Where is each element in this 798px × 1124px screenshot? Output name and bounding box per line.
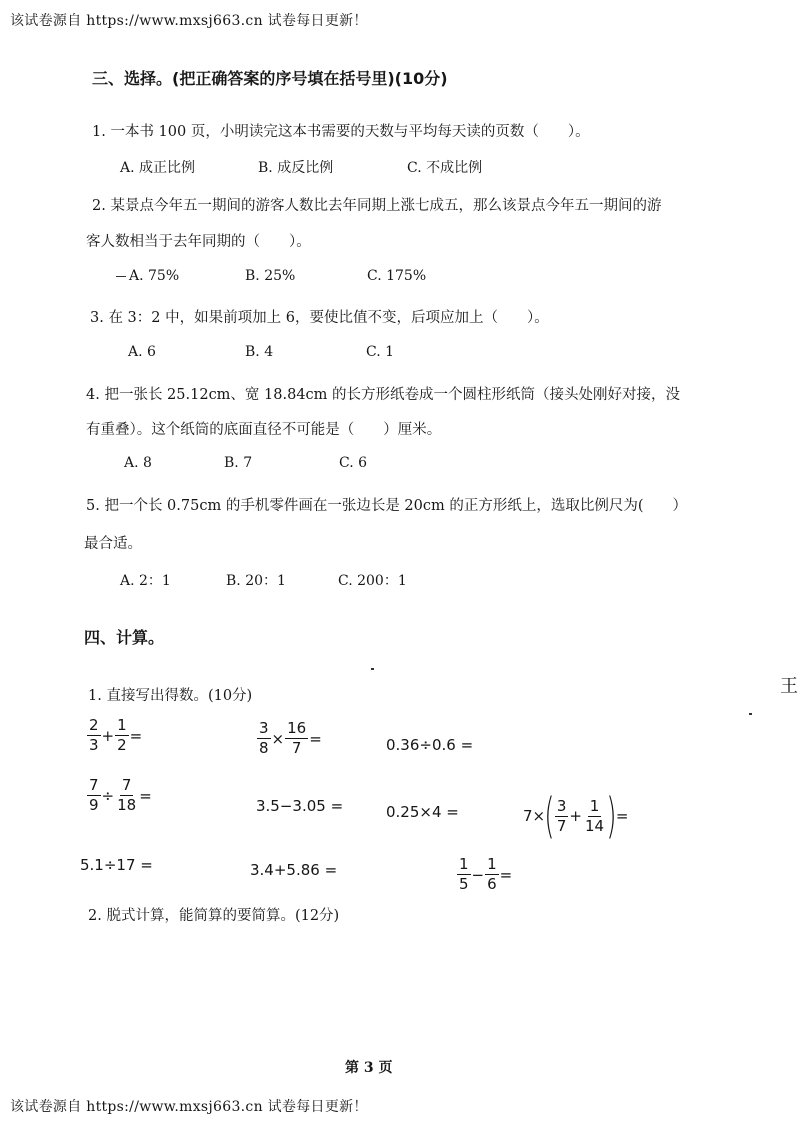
- question-4-line-1: 4. 把一张长 25.12cm、宽 18.84cm 的长方形纸卷成一个圆柱形纸筒（接头处刚好对接，没: [86, 387, 681, 403]
- q4-option-c: C. 6: [339, 455, 368, 471]
- q5-option-c: C. 200：1: [338, 573, 407, 589]
- problem-3-8-times-16-7: $\frac{3}{8}$ × $\frac{16}{7}$ =: [259, 719, 322, 757]
- question-2-line-2: 客人数相当于去年同期的（ ）。: [86, 234, 311, 250]
- problem-3-5-minus-3-05: 3.5−3.05 =: [256, 797, 344, 815]
- q2-option-b: B. 25%: [245, 268, 296, 284]
- q1-option-a: A. 成正比例: [120, 160, 196, 176]
- problem-3-4-plus-5-86: 3.4+5.86 =: [250, 861, 338, 879]
- scan-speck: [749, 713, 752, 715]
- question-5-line-2: 最合适。: [84, 536, 142, 552]
- problem-5-1-div-17: 5.1÷17 =: [80, 856, 153, 874]
- section-4-q1-title: 1. 直接写出得数。(10分): [88, 688, 253, 704]
- question-5-line-1: 5. 把一个长 0.75cm 的手机零件画在一张边长是 20cm 的正方形纸上，选取比例尺为( ）: [86, 498, 688, 514]
- q4-option-a: A. 8: [124, 455, 152, 471]
- margin-character: 王: [780, 676, 798, 697]
- section-4-q2-title: 2. 脱式计算，能简算的要简算。(12分): [88, 908, 340, 924]
- problem-0-25-times-4: 0.25×4 =: [386, 803, 459, 821]
- problem-2-3-plus-1-2: $\frac{2}{3}$ + $\frac{1}{2}$ =: [89, 716, 143, 754]
- header-source-text: 该试卷源自 https://www.mxsj663.cn 试卷每日更新！: [10, 13, 368, 29]
- problem-7-times-bracket: 7× ( $\frac{3}{7}$ + $\frac{1}{14}$ ) =: [523, 788, 629, 844]
- q5-option-a: A. 2：1: [120, 573, 171, 589]
- question-2-line-1: 2. 某景点今年五一期间的游客人数比去年同期上涨七成五，那么该景点今年五一期间的游: [92, 198, 662, 214]
- question-1: 1. 一本书 100 页，小明读完这本书需要的天数与平均每天读的页数（ ）。: [92, 124, 590, 140]
- q1-option-b: B. 成反比例: [258, 160, 334, 176]
- q2-option-c: C. 175%: [367, 268, 427, 284]
- q3-option-c: C. 1: [366, 344, 395, 360]
- pencil-tick-mark: [116, 276, 126, 277]
- section-4-title: 四、计算。: [84, 628, 165, 647]
- q4-option-b: B. 7: [224, 455, 253, 471]
- footer-source-text: 该试卷源自 https://www.mxsj663.cn 试卷每日更新！: [10, 1099, 368, 1115]
- question-3: 3. 在 3：2 中，如果前项加上 6，要使比值不变，后项应加上（ ）。: [90, 310, 549, 326]
- section-3-title: 三、选择。(把正确答案的序号填在括号里)(10分): [92, 69, 448, 88]
- scan-speck: [371, 668, 374, 670]
- q1-option-c: C. 不成比例: [407, 160, 483, 176]
- q3-option-a: A. 6: [128, 344, 156, 360]
- page-number: 第 3 页: [345, 1060, 393, 1076]
- problem-7-9-div-7-18: $\frac{7}{9}$ ÷ $\frac{7}{18}$ =: [89, 776, 152, 814]
- q5-option-b: B. 20：1: [226, 573, 286, 589]
- q3-option-b: B. 4: [245, 344, 274, 360]
- problem-1-5-minus-1-6: $\frac{1}{5}$ − $\frac{1}{6}$ =: [459, 855, 513, 893]
- q2-option-a: A. 75%: [129, 268, 180, 284]
- question-4-line-2: 有重叠）。这个纸筒的底面直径不可能是（ ）厘米。: [86, 422, 442, 438]
- problem-0-36-div-0-6: 0.36÷0.6 =: [386, 736, 474, 754]
